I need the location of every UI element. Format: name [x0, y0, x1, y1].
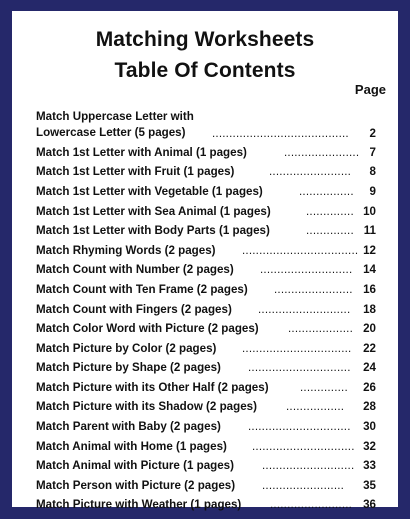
toc-page-number: 11	[363, 224, 376, 237]
toc-entry	[36, 477, 376, 495]
toc-page-number: 32	[363, 440, 376, 453]
toc-entry	[36, 438, 376, 456]
toc-page-number: 18	[363, 303, 376, 316]
toc-leader-dots: ......................	[284, 146, 360, 159]
toc-entry	[36, 496, 376, 514]
toc-page-number: 10	[363, 205, 376, 218]
toc-entry-label: Match 1st Letter with Body Parts (1 pages)	[36, 224, 270, 237]
toc-leader-dots: ................................	[242, 342, 352, 355]
toc-entry-label	[36, 109, 194, 141]
toc-entry-label: Match Person with Picture (2 pages)	[36, 479, 236, 492]
toc-entry	[36, 222, 376, 240]
toc-entry	[36, 163, 376, 181]
toc-page-number: 7	[369, 146, 376, 159]
toc-leader-dots: ..............................	[248, 361, 351, 374]
toc-leader-dots: ...........................	[258, 303, 351, 316]
toc-page-number: 28	[363, 400, 376, 413]
toc-leader-dots: ..............................	[252, 440, 355, 453]
toc-entry-label: Match Parent with Baby (2 pages)	[36, 420, 221, 433]
toc-entry-label: Match Color Word with Picture (2 pages)	[36, 322, 259, 335]
toc-entry	[36, 398, 376, 416]
toc-entry-label: Match Picture by Shape (2 pages)	[36, 361, 221, 374]
toc-entry	[36, 359, 376, 377]
toc-entry-label: Match Rhyming Words (2 pages)	[36, 244, 216, 257]
toc-entry-label: Match 1st Letter with Sea Animal (1 pages)	[36, 205, 271, 218]
toc-entry-label: Match 1st Letter with Vegetable (1 pages)	[36, 185, 263, 198]
toc-leader-dots: ................	[299, 185, 354, 198]
toc-entry	[36, 281, 376, 299]
toc-leader-dots: ..............................	[248, 420, 351, 433]
toc-leader-dots: ........................	[269, 165, 352, 178]
toc-entry-label: Match Picture with its Other Half (2 pages)	[36, 381, 269, 394]
toc-page-number: 26	[363, 381, 376, 394]
toc-entry	[36, 301, 376, 319]
toc-page-number: 30	[363, 420, 376, 433]
toc-entry-label: Match Picture with its Shadow (2 pages)	[36, 400, 257, 413]
toc-entry-label: Match Count with Ten Frame (2 pages)	[36, 283, 248, 296]
toc-leader-dots: ...................	[288, 322, 354, 335]
toc-page-number: 14	[363, 263, 376, 276]
toc-entry-label: Match Animal with Home (1 pages)	[36, 440, 227, 453]
toc-entry-label: Match Picture with Weather (1 pages)	[36, 498, 242, 511]
toc-entry	[36, 144, 376, 162]
toc-page-number: 20	[363, 322, 376, 335]
toc-leader-dots: ...........................	[262, 459, 355, 472]
toc-entry	[36, 457, 376, 475]
toc-page-number: 9	[369, 185, 376, 198]
toc-leader-dots: ........................	[262, 479, 345, 492]
toc-entry	[36, 109, 376, 143]
toc-leader-dots: ..............	[300, 381, 348, 394]
toc-entry-label-line1: Match Uppercase Letter with	[36, 110, 194, 123]
toc-entry-label: Match Count with Fingers (2 pages)	[36, 303, 232, 316]
toc-page-number: 2	[369, 127, 376, 140]
toc-leader-dots: ........................................	[212, 127, 349, 140]
toc-entry-label-line2: Lowercase Letter (5 pages)	[36, 126, 186, 139]
toc-leader-dots: ........................	[270, 498, 353, 511]
toc-page-number: 35	[363, 479, 376, 492]
toc-page-number: 24	[363, 361, 376, 374]
toc-entry	[36, 242, 376, 260]
toc-page-number: 8	[369, 165, 376, 178]
toc-entry-label: Match 1st Letter with Fruit (1 pages)	[36, 165, 235, 178]
toc-entry-label: Match 1st Letter with Animal (1 pages)	[36, 146, 247, 159]
toc-page-number: 16	[363, 283, 376, 296]
toc-entry	[36, 418, 376, 436]
document-page	[12, 11, 398, 511]
page-subtitle: Table Of Contents	[114, 59, 296, 82]
toc-leader-dots: .......................	[274, 283, 353, 296]
toc-entry	[36, 203, 376, 221]
toc-entry-label: Match Count with Number (2 pages)	[36, 263, 234, 276]
toc-entry-label: Match Animal with Picture (1 pages)	[36, 459, 234, 472]
toc-leader-dots: ..............	[306, 224, 354, 237]
toc-entry	[36, 340, 376, 358]
toc-leader-dots: ...........................	[260, 263, 353, 276]
toc-entry	[36, 183, 376, 201]
toc-entry-label: Match Picture by Color (2 pages)	[36, 342, 217, 355]
toc-page-number: 36	[363, 498, 376, 511]
page-title: Matching Worksheets	[95, 28, 315, 51]
toc-entry	[36, 320, 376, 338]
toc-leader-dots: ..............	[306, 205, 354, 218]
toc-entry	[36, 379, 376, 397]
page-column-header: Page	[354, 82, 386, 97]
toc-page-number: 33	[363, 459, 376, 472]
toc-leader-dots: ..................................	[242, 244, 359, 257]
toc-leader-dots: .................	[286, 400, 345, 413]
toc-page-number: 12	[363, 244, 376, 257]
toc-page-number: 22	[363, 342, 376, 355]
toc-entry	[36, 261, 376, 279]
